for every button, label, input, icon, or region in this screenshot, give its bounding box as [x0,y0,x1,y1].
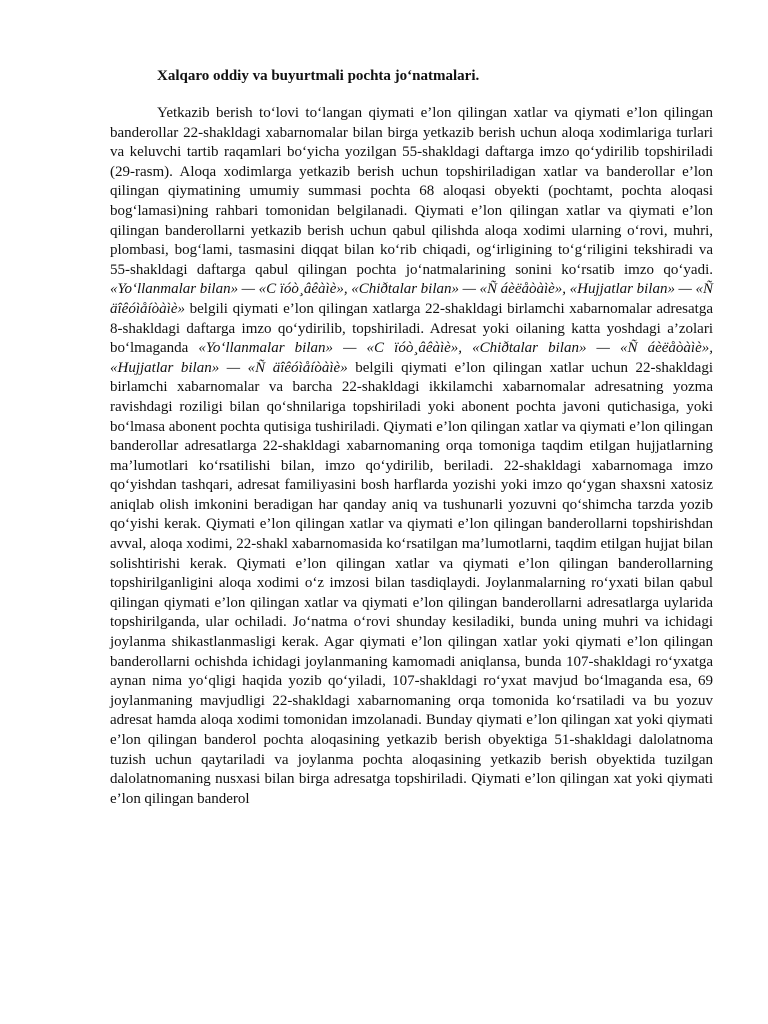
paragraph-run: Yetkazib berish to‘lovi to‘langan qiymati e’lon qilingan xatlar va qiymati e’lon qilingan banderollar 22-shakldagi xabarnomalar bilan birga yetkazib berish uchun aloqa xodimlariga turlari va keluvchi tartib raqamlari bo‘yicha yozilgan 55-shakldagi daftarga imzo qo‘ydirilib topshiriladi (29-rasm). Aloqa xodimlarga yetkazib berish uchun topshiriladigan xatlar va banderollar e’lon qilingan qiymatining umumiy summasi pochta 68 aloqasi obyekti (pochtamt, pochta aloqasi bog‘lamasi)ning rahbari tomonidan belgilanadi. Qiymati e’lon qilingan xatlar va qiymati e’lon qilingan banderollarni yetkazib berish uchun qabul qilishda aloqa xodimi ularning o‘rovi, muhri, plombasi, bog‘lami, tasmasini diqqat bilan ko‘rib chiqadi, og‘irligining to‘g‘riligini tekshiradi va 55-shakldagi daftarga qabul qilingan pochta jo‘natmalarining sonini ko‘rsatib imzo qo‘yadi. [110,105,713,278]
paragraph-run: belgili qiymati e’lon qilingan xatlarga 22-shakldagi birlamchi xabarnomalar adresatga 8-shakldagi daftarga imzo qo‘ydirilib, topshiriladi. Adresat yoki oilaning katta yoshdagi a’zolari bo‘lmaganda [110,300,713,357]
section-heading: Xalqaro oddiy va buyurtmali pochta jo‘natmalari. [157,68,480,84]
body-paragraph [110,104,713,809]
paragraph-run: belgili qiymati e’lon qilingan xatlar uchun 22-shakldagi birlamchi xabarnomalar va barcha 22-shakldagi ikkilamchi xabarnomalar adresatning yozma ravishdagi roziligi bilan qo‘shnilariga topshiriladi yoki abonent pochta javoni qutichasiga, yoki bo‘lmasa abonent pochta qutisiga tushiriladi. Qiymati e’lon qilingan xatlar va qiymati e’lon qilingan banderollar adresatlarga 22-shakldagi xabarnomaning orqa tomoniga taqdim etilgan hujjatlarning ma’lumotlari ko‘rsatilishi bilan, imzo qo‘ydirilib, beriladi. 22-shakldagi xabarnomaga imzo qo‘yishdan tashqari, adresat familiyasini bosh harflarda yozishi yoki imzo qo‘ygan shaxsni xatosiz aniqlab olish imkonini beradigan har qanday aniq va tushunarli yozuvni qo‘shimcha tarzda yozib qo‘yishi kerak. Qiymati e’lon qilingan xatlar va qiymati e’lon qilingan banderollarni topshirishdan avval, aloqa xodimi, 22-shakl xabarnomasida ko‘rsatilgan ma’lumotlarni, taqdim etilgan hujjat bilan solishtirishi kerak. Qiymati e’lon qilingan xatlar va qiymati e’lon qilingan banderollarning topshirilganligini aloqa xodimi o‘z imzosi bilan tasdiqlaydi. Joylanmalarning ro‘yxati bilan qabul qilingan qiymati e’lon qilingan xatlar va qiymati e’lon qilingan banderollarni adresatlarga uylarida topshirilganda, ular ochiladi. Jo‘natma o‘rovi shunday kesiladiki, bunda uning muhri va ichidagi joylanma shikastlanmasligi kerak. Agar qiymati e’lon qilingan xatlar yoki qiymati e’lon qilingan banderollarni ochishda ichidagi joylanmaning kamomadi aniqlansa, bunda 107-shakldagi ro‘yxatga aynan nima yo‘qligi haqida yozib qo‘yiladi, 107-shakldagi ro‘yxat mavjud bo‘lmaganda esa, 69 joylanmaning mavjudligi 22-shakldagi xabarnomaning orqa tomonida ko‘rsatiladi va bu yozuv adresat hamda aloqa xodimi tomonidan imzolanadi. Bunday qiymati e’lon qilingan xat yoki qiymati e’lon qilingan banderol pochta aloqasining yetkazib berish obyektiga 51-shakldagi dalolatnoma tuzish uchun qaytariladi va joylanma pochta aloqasining yetkazib berish obyektida tuzilgan dalolatnomaning nusxasi bilan birga adresatga topshiriladi. Qiymati e’lon qilingan xat yoki qiymati e’lon qilingan banderol [110,359,714,807]
paragraph-run-italic: «Yo‘llanmalar bilan» — «С ïóò¸âêàìè», «Chiðtalar bilan» — «Ñ áèëåòàìè», «Hujjatlar bilan» — «Ñ äîêóìåíòàìè» [110,340,713,376]
document-content [110,66,713,809]
paragraph-run-italic: «Yo‘llanmalar bilan» — «С ïóò¸âêàìè», «Chiðtalar bilan» — «Ñ áèëåòàìè», «Hujjatlar bilan» — «Ñ äîêóìåíòàìè» [110,281,713,317]
